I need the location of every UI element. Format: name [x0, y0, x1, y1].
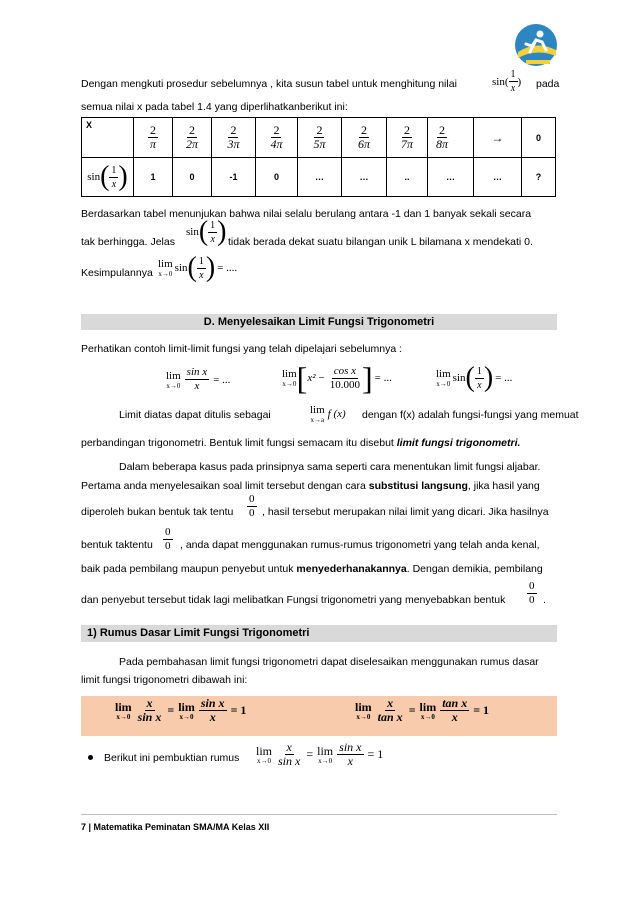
- para2-line-4: Pertama anda menyelesaikan soal limit tersebut dengan cara substitusi langsung, jika hasil yang: [81, 480, 540, 492]
- table-cell: 1: [134, 158, 173, 197]
- table-row-label: sin ( $\frac{1}{x}$ ): [82, 158, 134, 197]
- table-arrow-icon: →: [474, 118, 522, 158]
- para2-line-7: baik pada pembilang maupun penyebut untuk menyederhanakannya. Dengan demikia, pembilang: [81, 563, 543, 575]
- table-cell: ..: [387, 158, 428, 197]
- table-cell: …: [342, 158, 387, 197]
- table-cell: -1: [212, 158, 256, 197]
- intro-line-2: semua nilai x pada tabel 1.4 yang diperlihatkanberikut ini:: [81, 101, 348, 113]
- para2-line-3: Dalam beberapa kasus pada prinsipnya sama seperti cara menentukan limit fungsi aljabar.: [119, 461, 541, 473]
- para2-line-5a: diperoleh bukan bentuk tak tentu: [81, 506, 234, 518]
- intro-line-1: Dengan mengkuti prosedur sebelumnya , kita susun tabel untuk menghitung nilai: [81, 78, 457, 90]
- section-d-heading: D. Menyelesaikan Limit Fungsi Trigonometri: [81, 314, 557, 330]
- table-cell: $\frac{2}{5\pi}$: [298, 118, 342, 158]
- table-cell: $\frac{2}{6\pi}$: [342, 118, 387, 158]
- table-row: [82, 158, 556, 197]
- section-1-heading: 1) Rumus Dasar Limit Fungsi Trigonometri: [81, 625, 557, 642]
- para1-line-2b: tidak berada dekat suatu bilangan unik L bilamana x mendekati 0.: [228, 236, 533, 248]
- intro-pada: pada: [536, 78, 560, 90]
- footer-divider: [81, 814, 557, 815]
- para1-line-3a: Kesimpulannya: [81, 267, 153, 279]
- para2-intro: Perhatikan contoh limit-limit fungsi yang telah dipelajari sebelumnya :: [81, 343, 402, 355]
- intro-sin-expression: sin( $\frac{1}{x}$ ): [492, 69, 522, 94]
- publisher-logo-icon: [512, 22, 560, 68]
- para2-line-6a: bentuk taktentu: [81, 539, 153, 551]
- para1-line-2a: tak berhingga. Jelas: [81, 236, 175, 248]
- table-cell: $\frac{2}{2\pi}$: [173, 118, 212, 158]
- values-table: [81, 117, 556, 197]
- formula-sin-limit: lim x→0 $\frac{x}{\text{sin x}}$ = lim x→0 $\frac{\text{sin x}}{x}$ = 1: [115, 696, 247, 724]
- para3-line-2: limit fungsi trigonometri dibawah ini:: [81, 674, 248, 686]
- table-limit-value: 0: [522, 118, 556, 158]
- table-cell: $\frac{2}{7\pi}$: [387, 118, 428, 158]
- table-cell: $\frac{2}{8\pi}$: [428, 118, 474, 158]
- bullet-icon: [88, 755, 93, 760]
- example-limit-2: lim x→0 [ x² − $\frac{\text{cos x}}{10.000}$ ] = ...: [282, 360, 392, 396]
- zero-over-zero-3: $\frac{0}{0}$: [529, 580, 535, 606]
- table-cell: 0: [256, 158, 298, 197]
- para2-line-6b: , anda dapat menggunakan rumus-rumus trigonometri yang telah anda kenal,: [180, 539, 540, 551]
- para2-line-1a: Limit diatas dapat ditulis sebagai: [119, 409, 271, 421]
- para3-line-1: Pada pembahasan limit fungsi trigonometri dapat diselesaikan menggunakan rumus dasar: [119, 656, 539, 668]
- table-header-x: X: [82, 118, 134, 158]
- table-cell: …: [428, 158, 474, 197]
- zero-over-zero-1: $\frac{0}{0}$: [249, 493, 255, 519]
- para2-line-8a: dan penyebut tersebut tidak lagi melibatkan Fungsi trigonometri yang menyebabkan bentuk: [81, 594, 506, 606]
- table-cell: $\frac{2}{4\pi}$: [256, 118, 298, 158]
- para2-line-8b: .: [543, 594, 546, 606]
- table-cell: ?: [522, 158, 556, 197]
- para1-sin-expr: sin ( $\frac{1}{x}$ ): [186, 216, 227, 247]
- example-limit-1: lim x→0 $\frac{\text{sin x}}{x}$ = ...: [166, 366, 231, 392]
- para2-line-5b: , hasil tersebut merupakan nilai limit yang dicari. Jika hasilnya: [262, 506, 549, 518]
- table-cell: …: [298, 158, 342, 197]
- para2-line-1b: dengan f(x) adalah fungsi-fungsi yang memuat: [362, 409, 579, 421]
- formula-tan-limit: lim x→0 $\frac{x}{\text{tan x}}$ = lim x→0 $\frac{\text{tan x}}{x}$ = 1: [355, 696, 490, 724]
- bullet-formula: lim x→0 $\frac{x}{\text{sin x}}$ = lim x→0 $\frac{\text{sin x}}{x}$ = 1: [256, 740, 384, 768]
- table-cell: 0: [173, 158, 212, 197]
- zero-over-zero-2: $\frac{0}{0}$: [165, 526, 171, 552]
- generic-limit-expr: lim x→a f (x): [310, 404, 346, 424]
- para1-lim-expr: lim x→0 sin ( $\frac{1}{x}$ ) = ....: [158, 252, 238, 283]
- table-cell: $\frac{2}{\pi}$: [134, 118, 173, 158]
- table-row: [82, 118, 556, 158]
- example-limit-3: lim x→0 sin ( $\frac{1}{x}$ ) = ...: [436, 362, 513, 393]
- table-cell: $\frac{2}{3\pi}$: [212, 118, 256, 158]
- bullet-text: Berikut ini pembuktian rumus: [104, 752, 240, 764]
- table-cell: …: [474, 158, 522, 197]
- para2-line-2: perbandingan trigonometri. Bentuk limit fungsi semacam itu disebut limit fungsi trigonometri.: [81, 437, 521, 449]
- para1-line-1: Berdasarkan tabel menunjukan bahwa nilai selalu berulang antara -1 dan 1 banyak sekali secara: [81, 208, 532, 220]
- footer-text: 7 | Matematika Peminatan SMA/MA Kelas XII: [81, 822, 270, 832]
